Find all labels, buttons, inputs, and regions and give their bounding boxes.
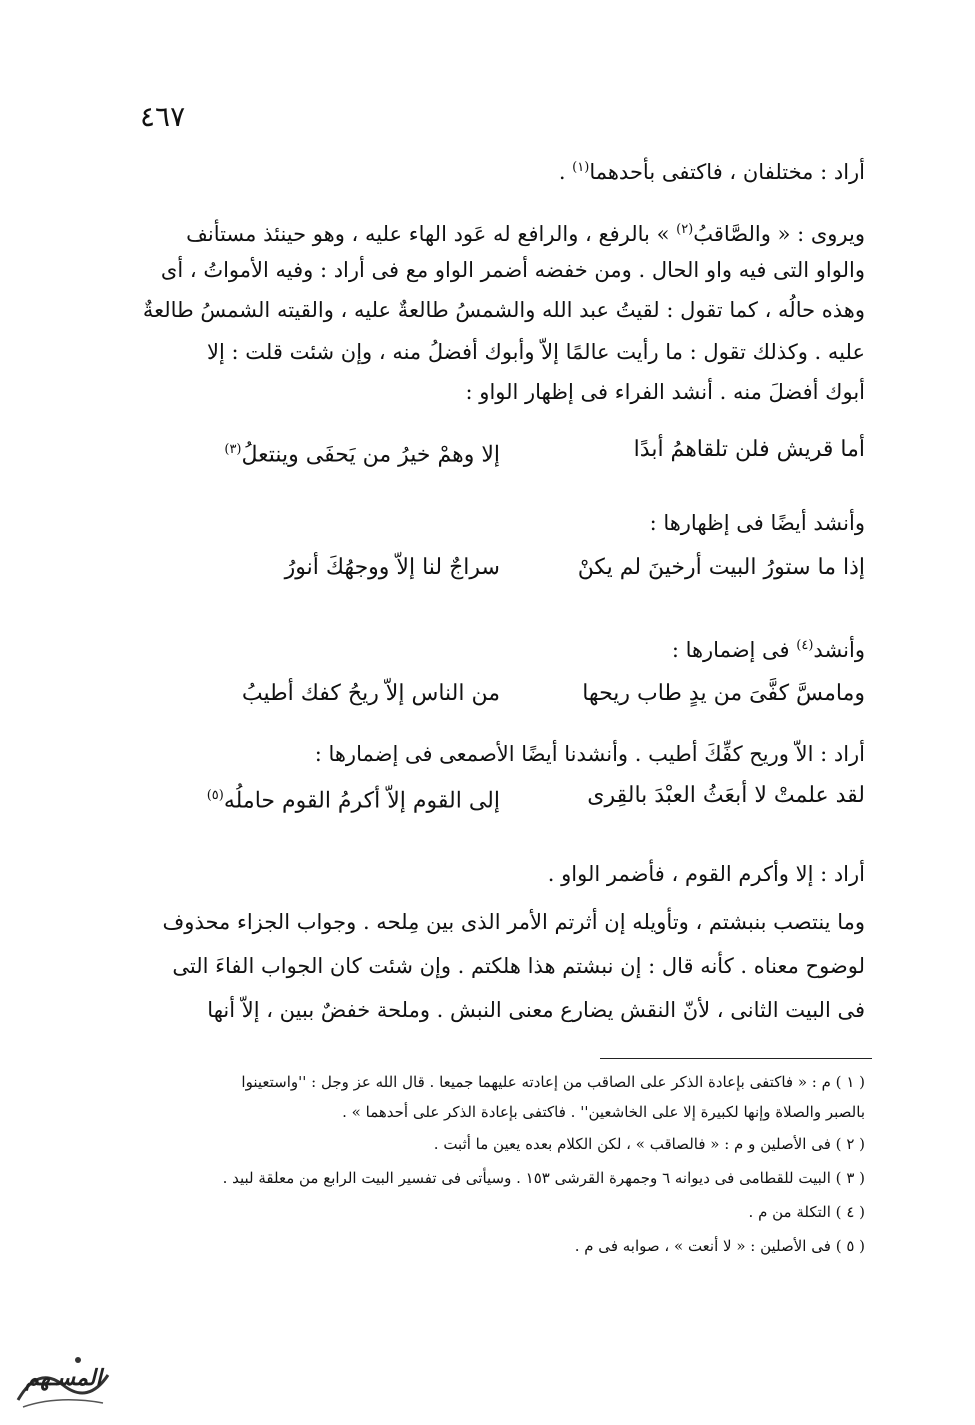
library-stamp-logo	[8, 1345, 118, 1415]
paragraph-line: عليه . وكذلك تقول : ما رأيت عالمًا إلاّ وأبوك أفضلُ منه ، وإن شئت قلت : إلا	[207, 340, 865, 364]
paragraph-line: ويروى : « والصَّاقبُ$^{(٢)}$ » بالرفع ، والرافع له عَود الهاء عليه ، وهو حينئذ مستأنف	[186, 222, 865, 246]
footnote: ( ١ ) م : « فاكتفى بإعادة الذكر على الصاقب من إعادته عليهما جميعا . قال الله عز وجل : ''واستعينوا	[241, 1073, 865, 1091]
page-number: ٤٦٧	[140, 100, 186, 133]
verse-second-hemistich: إلا وهمْ خيرُ من يَحفَى وينتعلُ$^{(٣)}$	[224, 442, 500, 468]
verse-4	[140, 776, 865, 816]
verse-1	[140, 430, 865, 470]
paragraph-line: أراد : إلا وأكرم القوم ، فأضمر الواو .	[547, 862, 865, 886]
footnote: ( ٢ ) فى الأصلين و م : « فالصاقب » ، لكن الكلام بعده يعين ما أثبت .	[433, 1135, 865, 1153]
verse-3	[140, 674, 865, 714]
footnote-marker: (٥)	[206, 788, 224, 803]
footnote: بالصبر والصلاة وإنها لكبيرة إلا على الخاشعين'' . فاكتفى بإعادة الذكر على أحدهما » .	[342, 1103, 865, 1121]
paragraph-line: وهذه حالُه ، كما تقول : لقيتُ عبد الله والشمسُ طالعةٌ عليه ، والقيته الشمسُ طالعةٌ	[142, 298, 865, 322]
verse-first-hemistich: ومامسَّ كفَّىَ من يدٍ طاب ريحها	[582, 681, 865, 706]
verse-intro: وأنشد أيضًا فى إظهارها :	[649, 511, 865, 535]
verse-intro: وأنشد$^{(٤)}$ فى إضمارها :	[671, 638, 865, 662]
paragraph-line: والواو التى فيه واو الحال . ومن خفضه أضمر الواو مع فى أراد : وفيه الأمواتُ ، أى	[160, 258, 865, 282]
footnote: ( ٥ ) فى الأصلين : « لا أنعت » ، صوابه فى م .	[574, 1237, 865, 1255]
verse-first-hemistich: لقد علمتْ لا أبعَثُ العبْدَ بالقِرى	[587, 783, 865, 808]
verse-2	[140, 548, 865, 588]
verse-second-hemistich: إلى القوم إلاّ أكرمُ القوم حاملُه$^{(٥)}$	[206, 788, 500, 814]
verse-second-hemistich: سراجٌ لنا إلاّ ووجهُكَ أنورُ	[284, 555, 500, 580]
stamp-text: المسـهم	[25, 1365, 102, 1391]
verse-first-hemistich: إذا ما ستورُ البيت أرخينَ لم يكنْ	[577, 555, 865, 580]
verse-intro: أراد : الاّ وريح كفِّكَ أطيب . وأنشدنا أيضًا الأصمعى فى إضمارها :	[314, 742, 865, 766]
paragraph-line: وما ينتصب بنبشتم ، وتأويله إن أثرتم الأمر الذى بين مِلحه . وجواب الجزاء محذوف	[162, 910, 865, 934]
paragraph-line: لوضوح معناه . كأنه قال : إن نبشتم هذا هلكتم . وإن شئت كان الجواب الفاءَ التى	[172, 954, 865, 978]
footnote: ( ٣ ) البيت للقطامى فى ديوانه ٦ وجمهرة القرشى ١٥٣ . وسيأتى فى تفسير البيت الرابع من معلقة لبيد .	[222, 1169, 865, 1187]
footnote-marker: (٢)	[676, 222, 694, 237]
verse-second-hemistich: من الناس إلاّ ريحُ كفك أطيبُ	[241, 681, 500, 706]
footnote: ( ٤ ) التكلة من م .	[748, 1203, 865, 1221]
verse-first-hemistich: أما قريش فلن تلقاهمُ أبدًا	[633, 437, 865, 462]
footnote-separator	[600, 1058, 872, 1059]
footnote-marker: (١)	[572, 160, 590, 175]
paragraph-line: أبوك أفضلَ منه . أنشد الفراء فى إظهار الواو :	[465, 380, 865, 404]
footnote-marker: (٤)	[796, 638, 814, 653]
paragraph-line: فى البيت الثانى ، لأنّ النقش يضارع معنى النبش . وملحة خفضٌ ببين ، إلاّ أنها	[207, 998, 865, 1022]
paragraph-line: أراد : مختلفان ، فاكتفى بأحدهما$^{(١)}$ .	[558, 160, 865, 184]
footnote-marker: (٣)	[224, 442, 242, 457]
